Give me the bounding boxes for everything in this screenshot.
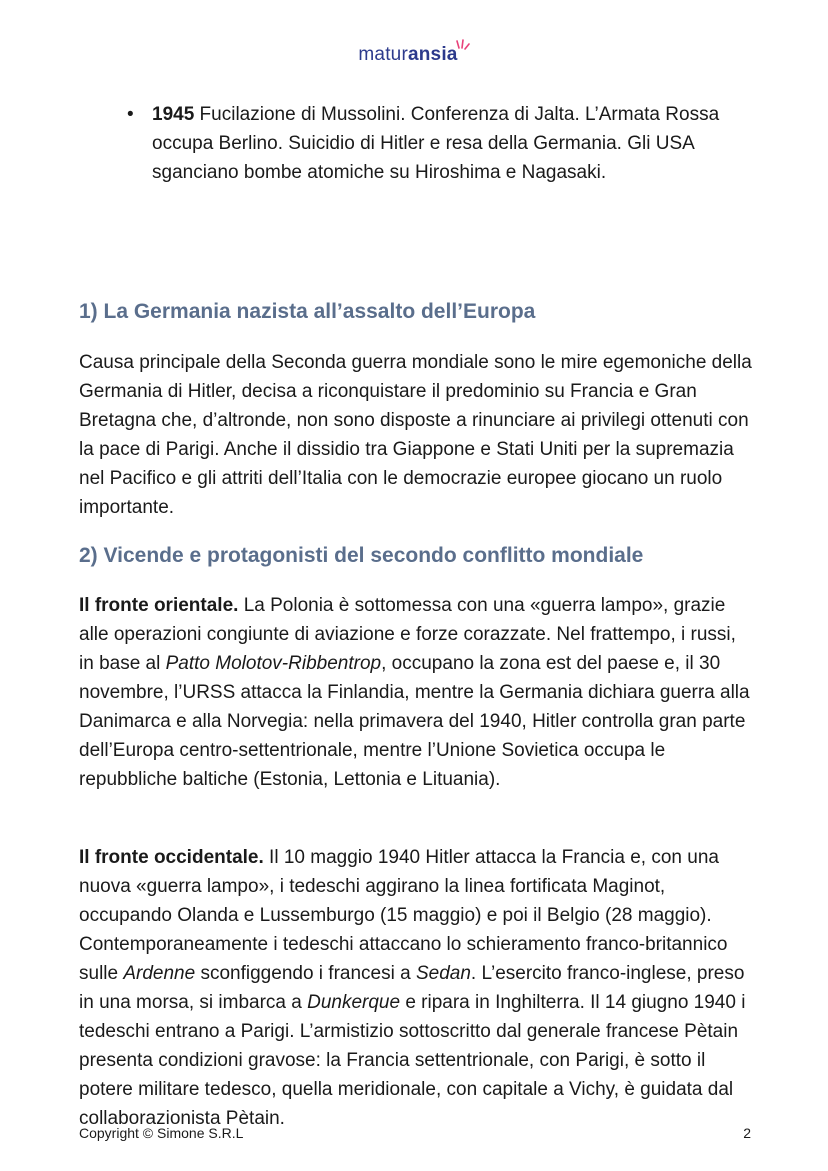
eastern-front-lead: Il fronte orientale. [79,595,239,616]
section-heading-2: 2) Vicende e protagonisti del secondo conflitto mondiale [79,544,644,567]
page-number: 2 [743,1125,751,1141]
italic-term: Patto Molotov-Ribbentrop [165,653,382,674]
bullet-dot: • [127,104,134,125]
sparkle-icon [456,38,470,52]
text-run: . L’esercito franco-inglese, preso in una morsa, si imbarca a [79,963,745,1013]
logo-part1: matur [358,44,408,65]
bullet-year: 1945 [152,104,195,125]
section-1-paragraph: Causa principale della Seconda guerra mondiale sono le mire egemoniche della Germania di Hitler, decisa a riconquistare il predominio su Francia e Gran Bretagna che, d’altronde, non sono disposte a rinunciare ai privilegi ottenuti con la pace di Parigi. Anche il dissidio tra Giappone e Stati Uniti per la supremazia nel Pacifico e gli attriti dell’Italia con le democrazie europee giocano un ruolo importante. [79,352,752,518]
italic-term: Dunkerque [307,992,401,1013]
page-content [79,100,754,1129]
page-footer [79,1125,751,1141]
bullet-text: Fucilazione di Mussolini. Conferenza di Jalta. L’Armata Rossa occupa Berlino. Suicidio di Hitler e resa della Germania. Gli USA sganciano bombe atomiche su Hiroshima e Nagasaki. [152,104,720,183]
text-run: Il 10 maggio 1940 Hitler attacca la Francia e, con una nuova «guerra lampo», i tedeschi aggirano la linea fortificata Maginot, occupando Olanda e Lussemburgo (15 maggio) e poi il Belgio (28 maggio). Contemporaneamente i tedeschi attaccano lo schieramento franco-britannico sulle [79,847,728,984]
western-front-paragraph [79,843,754,1133]
western-front-lead: Il fronte occidentale. [79,847,264,868]
italic-term: Sedan [415,963,471,984]
section-heading-1: 1) La Germania nazista all’assalto dell’Europa [79,300,536,323]
logo-part2: ansia [407,44,458,65]
text-run: La Polonia è sottomessa con una «guerra lampo», grazie alle operazioni congiunte di aviazione e forze corazzate. Nel frattempo, i russi, in base al [79,595,736,674]
eastern-front-paragraph [79,591,754,794]
italic-term: Ardenne [123,963,196,984]
list-item [79,100,754,187]
text-run: sconfiggendo i francesi a [195,963,416,984]
copyright-text: Copyright © Simone S.R.L [79,1125,244,1141]
text-run: , occupano la zona est del paese e, il 30 novembre, l’URSS attacca la Finlandia, mentre la Germania dichiara guerra alla Danimarca e alla Norvegia: nella primavera del 1940, Hitler controlla gran parte dell’Europa centro-settentrionale, mentre l’Unione Sovietica occupa le repubbliche baltiche (Estonia, Lettonia e Lituania). [79,653,750,790]
text-run: e ripara in Inghilterra. Il 14 giugno 1940 i tedeschi entrano a Parigi. L’armistizio sottoscritto dal generale francese Pètain presenta condizioni gravose: la Francia settentrionale, con Parigi, è sotto il potere militare tedesco, quella meridionale, con capitale a Vichy, è guidata dal collaborazionista Pètain. [79,992,746,1129]
brand-logo [0,44,828,66]
